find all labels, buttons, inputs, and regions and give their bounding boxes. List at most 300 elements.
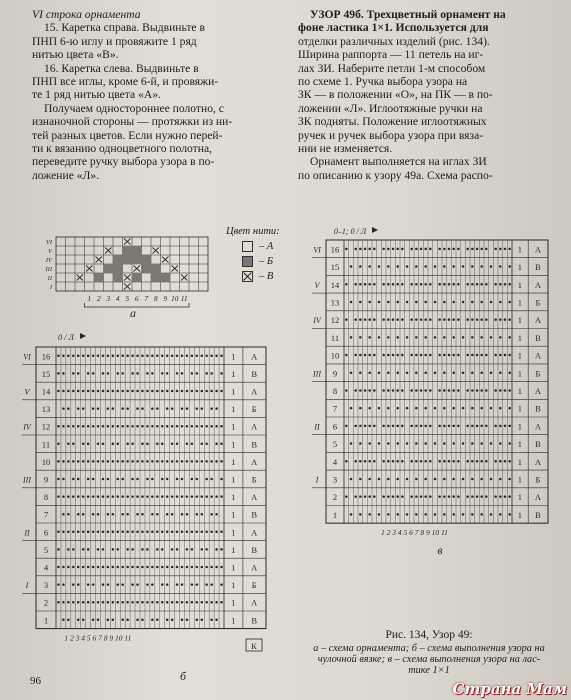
diagram-c-stitch-dot [438, 460, 441, 463]
diagram-b-stitch-dot [77, 355, 80, 358]
diagram-b-stitch-dot [121, 355, 124, 358]
diagram-b-roman-label: VI [23, 352, 31, 362]
diagram-c-stitch-dot [476, 495, 479, 498]
diagram-b-row-color: В [251, 615, 258, 626]
diagram-b-stitch-dot [205, 566, 208, 569]
diagram-c-stitch-dot [420, 283, 423, 286]
diagram-a-column-number: 2 [96, 294, 101, 303]
diagram-b-stitch-dot [97, 566, 100, 569]
diagram-c-stitch-dot [480, 354, 483, 357]
diagram-c-stitch-dot [387, 513, 390, 516]
diagram-a-row-label: IV [45, 257, 52, 264]
diagram-b-stitch-dot [57, 531, 60, 534]
diagram-c-stitch-dot [443, 425, 446, 428]
diagram-b-stitch-dot [151, 531, 154, 534]
diagram-c-stitch-dot [424, 442, 427, 445]
diagram-c-stitch-dot [443, 318, 446, 321]
diagram-b-stitch-dot [201, 619, 204, 622]
diagram-b-stitch-dot [156, 355, 159, 358]
diagram-c-stitch-dot [429, 425, 432, 428]
diagram-b-stitch-dot [171, 390, 174, 393]
diagram-c-stitch-dot [480, 478, 483, 481]
diagram-c-stitch-dot [415, 336, 418, 339]
diagram-c-stitch-dot [420, 354, 423, 357]
diagram-c-stitch-dot [396, 283, 399, 286]
diagram-b-stitch-dot [92, 372, 95, 375]
diagram-c-stitch-dot [345, 318, 348, 321]
diagram-b-stitch-dot [141, 513, 144, 516]
diagram-c-stitch-dot [387, 248, 390, 251]
diagram-c-stitch-dot [382, 318, 385, 321]
diagram-c-stitch-dot [471, 425, 474, 428]
diagram-b-stitch-dot [62, 355, 65, 358]
diagram-c-row-number: 16 [330, 244, 340, 255]
diagram-c-header-marks: 0–1; 0 / Л [333, 227, 367, 236]
diagram-b-stitch-dot [196, 513, 199, 516]
diagram-c-stitch-dot [387, 372, 390, 375]
diagram-b-roman-label: V [24, 387, 30, 397]
diagram-c-stitch-dot [471, 407, 474, 410]
diagram-b-stitch-dot [166, 531, 169, 534]
diagram-b-stitch-dot [112, 601, 115, 604]
diagram-c-stitch-dot [462, 336, 465, 339]
diagram-c-stitch-dot [368, 372, 371, 375]
diagram-b-stitch-dot [62, 460, 65, 463]
diagram-c-stitch-dot [424, 372, 427, 375]
diagram-c-stitch-dot [471, 460, 474, 463]
diagram-b-stitch-dot [220, 478, 223, 481]
diagram-c-stitch-dot [471, 265, 474, 268]
diagram-b-stitch-dot [62, 372, 65, 375]
diagram-c-stitch-dot [490, 336, 493, 339]
diagram-b-stitch-dot [166, 583, 169, 586]
diagram-b-stitch-dot [181, 495, 184, 498]
diagram-c-stitch-dot [448, 318, 451, 321]
diagram-c-stitch-dot [406, 301, 409, 304]
diagram-b-stitch-dot [102, 443, 105, 446]
diagram-c-stitch-dot [499, 425, 502, 428]
diagram-b-stitch-dot [136, 495, 139, 498]
diagram-b-stitch-dot [156, 548, 159, 551]
diagram-b-stitch-dot [210, 513, 213, 516]
diagram-b-stitch-dot [191, 531, 194, 534]
diagram-b-stitch-dot [62, 495, 65, 498]
diagram-c-stitch-dot [396, 425, 399, 428]
note-line-4: ти к вязанию одноцветного полотна, [32, 142, 212, 156]
diagram-c-stitch-dot [368, 389, 371, 392]
diagram-b-stitch-dot [136, 460, 139, 463]
diagram-b-stitch-dot [166, 460, 169, 463]
diagram-c-stitch-dot [420, 460, 423, 463]
diagram-b-stitch-dot [92, 583, 95, 586]
diagram-c-stitch-dot [476, 354, 479, 357]
diagram-b-stitch-dot [112, 495, 115, 498]
diagram-c-stitch-dot [504, 354, 507, 357]
pattern-text-line-9: ЗК подняты. Положение иглоотяжных [298, 115, 487, 129]
diagram-b-stitch-dot [201, 495, 204, 498]
diagram-c-stitch-dot [373, 354, 376, 357]
diagram-b-stitch-dot [210, 619, 213, 622]
diagram-b-stitch-dot [156, 619, 159, 622]
diagram-c-row-code: 1 [517, 421, 523, 432]
diagram-b-stitch-dot [102, 478, 105, 481]
diagram-c-stitch-dot [368, 336, 371, 339]
diagram-c-row-number: 15 [330, 262, 340, 273]
diagram-b-stitch-dot [121, 583, 124, 586]
diagram-c-stitch-dot [452, 425, 455, 428]
diagram-b-header-marks: 0 / Л [58, 333, 74, 342]
diagram-c-stitch-dot [350, 336, 353, 339]
diagram-b-stitch-dot [215, 548, 218, 551]
diagram-b-stitch-dot [87, 495, 90, 498]
diagram-c-stitch-dot [354, 495, 357, 498]
diagram-c-stitch-dot [434, 336, 437, 339]
diagram-b-stitch-dot [77, 566, 80, 569]
diagram-c-stitch-dot [443, 301, 446, 304]
diagram-b-row-color: А [251, 492, 258, 503]
diagram-c-stitch-dot [508, 407, 511, 410]
diagram-b-stitch-dot [161, 531, 164, 534]
diagram-c-stitch-dot [508, 513, 511, 516]
diagram-c-stitch-dot [438, 248, 441, 251]
diagram-b-row-code: 1 [231, 562, 236, 573]
diagram-b-stitch-dot [215, 601, 218, 604]
diagram-c-stitch-dot [368, 407, 371, 410]
diagram-b-stitch-dot [196, 390, 199, 393]
diagram-b-stitch-dot [186, 566, 189, 569]
diagram-b-roman-label: I [25, 581, 29, 591]
diagram-b-row-number: 1 [43, 615, 49, 626]
diagram-c-stitch-dot [359, 442, 362, 445]
diagram-b-stitch-dot [176, 583, 179, 586]
diagram-c-stitch-dot [508, 389, 511, 392]
diagram-c-stitch-dot [350, 513, 353, 516]
pattern-title-line-2: фоне ластика 1×1. Используется для [298, 21, 489, 35]
diagram-b-stitch-dot [131, 566, 134, 569]
diagram-c-stitch-dot [392, 318, 395, 321]
diagram-c-row-color: А [534, 350, 541, 361]
diagram-b-stitch-dot [151, 425, 154, 428]
diagram-b-stitch-dot [166, 425, 169, 428]
diagram-b-stitch-dot [102, 372, 105, 375]
diagram-c-stitch-dot [452, 495, 455, 498]
diagram-c-stitch-dot [387, 301, 390, 304]
diagram-c-stitch-dot [508, 442, 511, 445]
diagram-b-row-code: 1 [231, 439, 236, 450]
diagram-b-row-code: 1 [231, 474, 236, 485]
diagram-c-stitch-dot [401, 389, 404, 392]
diagram-c-stitch-dot [415, 248, 418, 251]
diagram-b-stitch-dot [156, 460, 159, 463]
diagram-c-stitch-dot [504, 248, 507, 251]
diagram-b-stitch-dot [181, 566, 184, 569]
diagram-b-stitch-dot [220, 583, 223, 586]
diagram-c-stitch-dot [392, 248, 395, 251]
diagram-c-stitch-dot [350, 478, 353, 481]
diagram-b-stitch-dot [72, 495, 75, 498]
diagram-b-stitch-dot [102, 566, 105, 569]
diagram-b-stitch-dot [205, 460, 208, 463]
diagram-c-stitch-dot [471, 478, 474, 481]
diagram-b-stitch-dot [67, 566, 70, 569]
diagram-b-stitch-dot [67, 460, 70, 463]
diagram-c-stitch-dot [466, 318, 469, 321]
diagram-c-stitch-dot [364, 495, 367, 498]
diagram-b-stitch-dot [112, 513, 115, 516]
diagram-c-stitch-dot [396, 495, 399, 498]
diagram-c-row-code: 1 [517, 439, 523, 450]
diagram-c-stitch-dot [471, 354, 474, 357]
diagram-c-stitch-dot [485, 389, 488, 392]
diagram-b-stitch-dot [171, 566, 174, 569]
diagram-c-stitch-dot [396, 460, 399, 463]
diagram-b-stitch-dot [62, 619, 65, 622]
diagram-b-row-color: А [251, 456, 258, 467]
diagram-b-stitch-dot [107, 601, 110, 604]
diagram-b-stitch-dot [97, 495, 100, 498]
diagram-b-stitch-dot [121, 407, 124, 410]
diagram-c-row-number: 14 [330, 279, 340, 290]
diagram-b-stitch-dot [117, 601, 120, 604]
diagram-b-stitch-dot [186, 443, 189, 446]
diagram-b-stitch-dot [82, 566, 85, 569]
diagram-a-gray-cell [142, 264, 152, 273]
diagram-b-stitch-dot [151, 478, 154, 481]
diagram-a-column-number: 10 [170, 294, 179, 303]
pattern-title-line-1: УЗОР 49б. Трехцветный орнамент на [310, 8, 506, 21]
diagram-c-stitch-dot [462, 301, 465, 304]
diagram-b-stitch-dot [136, 372, 139, 375]
diagram-c-stitch-dot [392, 283, 395, 286]
diagram-b-stitch-dot [82, 495, 85, 498]
diagram-c-stitch-dot [424, 425, 427, 428]
pattern-text-line-8: ложении «Л». Иглоотяжные ручки на [298, 101, 483, 115]
diagram-b-stitch-dot [67, 619, 70, 622]
diagram-b-row-number: 2 [43, 597, 49, 608]
diagram-b-roman-label: IV [23, 422, 31, 432]
diagram-b-stitch-dot [220, 601, 223, 604]
diagram-b-stitch-dot [112, 443, 115, 446]
diagram-b-stitch-dot [196, 531, 199, 534]
diagram-c-stitch-dot [429, 389, 432, 392]
diagram-b-stitch-dot [210, 407, 213, 410]
diagram-c-stitch-dot [466, 460, 469, 463]
diagram-c-stitch-dot [420, 425, 423, 428]
diagram-b-stitch-dot [126, 460, 129, 463]
diagram-c-stitch-dot [480, 248, 483, 251]
diagram-a-column-number: 1 [87, 294, 92, 303]
note-line-6: ложение «Л». [32, 168, 100, 182]
diagram-c-stitch-dot [354, 354, 357, 357]
diagram-b-stitch-dot [186, 355, 189, 358]
diagram-c-stitch-dot [368, 460, 371, 463]
diagram-c-row-number: 5 [332, 439, 338, 450]
diagram-c-stitch-dot [373, 460, 376, 463]
diagram-b-stitch-dot [166, 619, 169, 622]
diagram-c-stitch-dot [392, 389, 395, 392]
diagram-b-stitch-dot [176, 548, 179, 551]
diagram-a-row-label: I [49, 284, 52, 291]
diagram-b-stitch-dot [57, 495, 60, 498]
diagram-b-stitch-dot [156, 390, 159, 393]
diagram-b-stitch-dot [72, 566, 75, 569]
diagram-b-stitch-dot [161, 478, 164, 481]
diagram-c-stitch-dot [499, 336, 502, 339]
diagram-b-stitch-dot [210, 601, 213, 604]
diagram-c-stitch-dot [476, 283, 479, 286]
diagram-b-row-number: 12 [41, 421, 51, 432]
diagram-c-stitch-dot [359, 478, 362, 481]
diagram-b-stitch-dot [131, 531, 134, 534]
diagram-b-stitch-dot [210, 478, 213, 481]
diagram-c-stitch-dot [434, 265, 437, 268]
diagram-c-stitch-dot [387, 318, 390, 321]
diagram-b-stitch-dot [191, 548, 194, 551]
diagram-c-stitch-dot [462, 478, 465, 481]
diagram-b-row-code: 1 [231, 615, 236, 626]
diagram-c-stitch-dot [410, 354, 413, 357]
diagram-b-stitch-dot [141, 355, 144, 358]
diagram-c-stitch-dot [415, 283, 418, 286]
diagram-c-stitch-dot [443, 354, 446, 357]
diagram-b-stitch-dot [117, 460, 120, 463]
step-15-line-1: 15. Каретка справа. Выдвиньте в [44, 21, 205, 35]
diagram-b-row-number: 13 [41, 404, 51, 415]
diagram-b-stitch-dot [215, 531, 218, 534]
diagram-b-stitch-dot [166, 495, 169, 498]
diagram-b-stitch-dot [215, 495, 218, 498]
note-line-3: тей разных цветов. Если нужно перей- [32, 128, 223, 142]
diagram-b-stitch-dot [166, 372, 169, 375]
diagram-b-stitch-dot [97, 443, 100, 446]
diagram-c-stitch-dot [438, 425, 441, 428]
diagram-b-stitch-dot [107, 407, 110, 410]
diagram-c-row-color: А [534, 279, 541, 290]
diagram-b-row-number: 10 [41, 456, 51, 467]
diagram-b-stitch-dot [181, 372, 184, 375]
diagram-c-stitch-dot [378, 407, 381, 410]
diagram-c-stitch-dot [373, 248, 376, 251]
diagram-c-stitch-dot [415, 478, 418, 481]
diagram-c-stitch-dot [424, 265, 427, 268]
diagram-c-stitch-dot [480, 389, 483, 392]
diagram-c-row-number: 1 [332, 509, 338, 520]
diagram-c-stitch-dot [396, 248, 399, 251]
diagram-c-stitch-dot [476, 425, 479, 428]
diagram-c-stitch-dot [396, 372, 399, 375]
diagram-a-column-number: 8 [153, 294, 158, 303]
diagram-c-stitch-dot [368, 442, 371, 445]
diagram-b-row-number: 5 [43, 544, 49, 555]
diagram-c-row-number: 11 [330, 332, 340, 343]
diagram-b-stitch-dot [186, 531, 189, 534]
diagram-b-stitch-dot [57, 355, 60, 358]
diagram-b-stitch-dot [141, 548, 144, 551]
diagram-c-stitch-dot [485, 248, 488, 251]
diagram-b-stitch-dot [136, 531, 139, 534]
diagram-c-stitch-dot [499, 495, 502, 498]
diagram-c-stitch-dot [368, 265, 371, 268]
diagram-c-stitch-dot [410, 389, 413, 392]
diagram-b-row-code: 1 [231, 404, 236, 415]
diagram-c-row-code: 1 [517, 385, 523, 396]
diagram-a-row-label: VI [45, 239, 52, 246]
diagram-a-gray-cell [151, 273, 161, 282]
diagram-b-stitch-dot [72, 390, 75, 393]
diagram-b-stitch-dot [121, 460, 124, 463]
diagram-c-stitch-dot [438, 389, 441, 392]
caption-line-2: чулочной вязке; в – схема выполнения узора на лас- [317, 654, 541, 665]
diagram-b-stitch-dot [102, 583, 105, 586]
diagram-b-stitch-dot [126, 407, 129, 410]
diagram-b-stitch-dot [102, 548, 105, 551]
diagram-c-roman-label: III [313, 369, 321, 379]
diagram-c-stitch-dot [364, 283, 367, 286]
diagram-b-stitch-dot [77, 372, 80, 375]
diagram-c-stitch-dot [499, 442, 502, 445]
diagram-b-stitch-dot [181, 531, 184, 534]
diagram-c-stitch-dot [466, 425, 469, 428]
diagram-b-stitch-dot [210, 425, 213, 428]
diagram-b-stitch-dot [166, 513, 169, 516]
diagram-c-stitch-dot [448, 460, 451, 463]
diagram-b-stitch-dot [210, 566, 213, 569]
diagram-c-stitch-dot [480, 301, 483, 304]
diagram-c-stitch-dot [368, 425, 371, 428]
diagram-c-stitch-dot [466, 283, 469, 286]
diagram-c-stitch-dot [429, 354, 432, 357]
diagram-c-stitch-dot [476, 389, 479, 392]
diagram-b-stitch-dot [136, 601, 139, 604]
diagram-b-stitch-dot [112, 390, 115, 393]
diagram-b-stitch-dot [196, 601, 199, 604]
diagram-c-stitch-dot [415, 354, 418, 357]
diagram-b-stitch-dot [126, 531, 129, 534]
diagram-c-stitch-dot [359, 354, 362, 357]
diagram-b-stitch-dot [201, 531, 204, 534]
diagram-b-stitch-dot [77, 531, 80, 534]
diagram-a-gray-cell [142, 255, 152, 264]
diagram-c-stitch-dot [387, 336, 390, 339]
diagram-b-stitch-dot [151, 619, 154, 622]
diagram-c-stitch-dot [410, 248, 413, 251]
diagram-c-stitch-dot [490, 407, 493, 410]
diagram-c-stitch-dot [480, 283, 483, 286]
diagram-c-stitch-dot [504, 318, 507, 321]
diagram-b-stitch-dot [220, 460, 223, 463]
diagram-c-stitch-dot [396, 301, 399, 304]
diagram-c-stitch-dot [494, 318, 497, 321]
diagram-b-stitch-dot [205, 390, 208, 393]
diagram-b-stitch-dot [121, 619, 124, 622]
diagram-b-stitch-dot [112, 425, 115, 428]
pattern-text-line-12: Орнамент выполняется на иглах ЗИ [310, 155, 487, 169]
diagram-c-stitch-dot [499, 460, 502, 463]
diagram-c-stitch-dot [368, 354, 371, 357]
diagram-c-stitch-dot [452, 301, 455, 304]
diagram-c-stitch-dot [387, 442, 390, 445]
diagram-c-row-color: В [535, 439, 541, 450]
diagram-b-stitch-dot [117, 390, 120, 393]
diagram-b-stitch-dot [201, 355, 204, 358]
diagram-c-stitch-dot [452, 283, 455, 286]
diagram-c-stitch-dot [434, 301, 437, 304]
diagram-b-stitch-dot [131, 583, 134, 586]
diagram-c-stitch-dot [448, 495, 451, 498]
diagram-b-label: б [179, 669, 187, 683]
diagram-c-stitch-dot [415, 407, 418, 410]
diagram-b-stitch-dot [186, 425, 189, 428]
